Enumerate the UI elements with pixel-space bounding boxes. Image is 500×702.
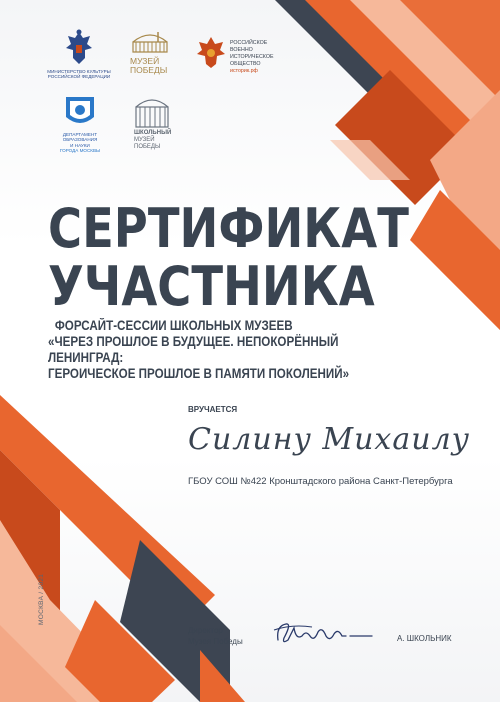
signatory-role: Директор Музея Победы [188,626,243,646]
event-subtitle [48,318,401,382]
title-line-2: УЧАСТНИКА [48,255,375,318]
eagle-emblem-icon [63,28,95,68]
museum-building-icon [131,30,169,56]
subtitle-line-1: ФОРСАЙТ-СЕССИИ ШКОЛЬНЫХ МУЗЕЕВ [54,318,293,333]
awarded-label: ВРУЧАЕТСЯ [188,405,238,414]
handwritten-signature [272,618,382,648]
school-museum-icon [134,95,170,129]
subtitle-line-3: ГЕРОИЧЕСКОЕ ПРОШЛОЕ В ПАМЯТИ ПОКОЛЕНИЙ» [48,366,350,381]
signatory-name: А. ШКОЛЬНИК [397,634,452,643]
recipient-name: Силину Михаилу [188,422,471,457]
education-department-icon [64,95,96,129]
subtitle-line-2: «ЧЕРЕЗ ПРОШЛОЕ В БУДУЩЕЕ. НЕПОКОРЁННЫЙ ЛЕНИНГРАД: [48,334,339,365]
society-caption: РОССИЙСКОЕ ВОЕННО ИСТОРИЧЕСКОЕ ОБЩЕСТВО историк.рф [230,40,274,74]
society-emblem-icon [196,35,226,69]
museum-caption: МУЗЕЙ ПОБЕДЫ [130,56,168,75]
title-line-1: СЕРТИФИКАТ [48,197,409,260]
department-caption: ДЕПАРТАМЕНТ ОБРАЗОВАНИЯ И НАУКИ ГОРОДА МОСКВЫ [59,132,101,153]
school-museum-caption: ШКОЛЬНЫЙ МУЗЕЙ ПОБЕДЫ [134,130,172,150]
city-year-label: МОСКВА / 2021 [38,573,45,625]
ministry-caption: МИНИСТЕРСТВО КУЛЬТУРЫ РОССИЙСКОЙ ФЕДЕРАЦИИ [47,69,111,80]
certificate-title [48,197,409,318]
school-name: ГБОУ СОШ №422 Кронштадского района Санкт-Петербурга [188,476,453,487]
